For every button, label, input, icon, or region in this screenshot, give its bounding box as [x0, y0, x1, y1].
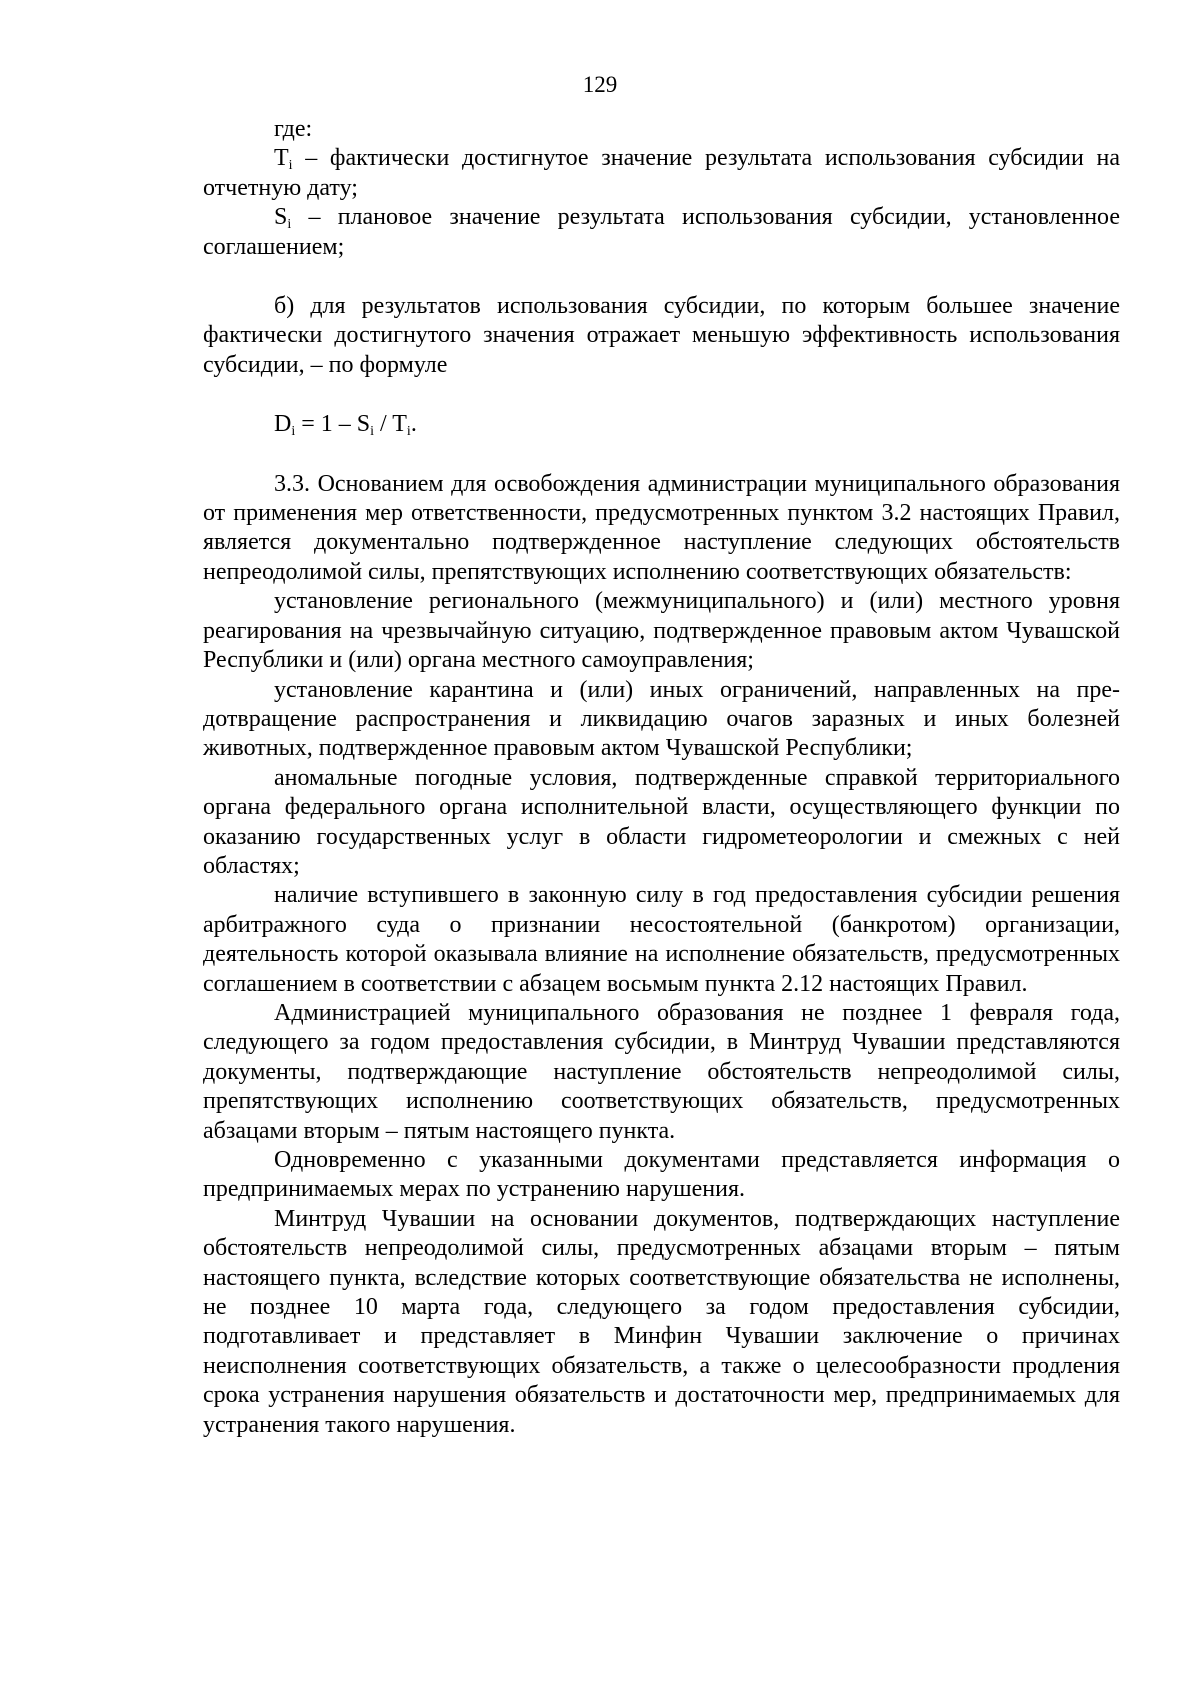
item-b: б) для результатов использования субсидии, по которым большее значение фактически достигнутого значения отражает меньшую эффективность использования субсидии, – по формуле — [203, 293, 1120, 378]
paragraph-information: Одновременно с указанными документами представляется информация о предпринимаемых мерах по устранению нарушения. — [203, 1147, 1120, 1203]
formula-end: . — [410, 411, 417, 438]
paragraph-quarantine: установление карантина и (или) иных ограничений, направленных на предотвращение распространения и ликвидацию очагов заразных и иных болезней животных, подтвержденное правовым актом Чувашской Республики; — [203, 676, 1120, 762]
page-number: 129 — [582, 72, 618, 97]
symbol-t-subscript: i — [288, 158, 293, 174]
formula — [203, 410, 1120, 439]
paragraph-3-3: 3.3. Основанием для освобождения администрации муниципального образования от применения мер ответственности, предусмотренных пунктом 3.2 настоящих Правил, является документально подтвержденное наступление следующих обстоятельств непреодолимой силы, препятствующих исполнению соответствующих обязательств: — [203, 470, 1120, 585]
definition-s — [203, 203, 1120, 262]
symbol-s-subscript: i — [287, 217, 292, 233]
formula-middle: = 1 – S — [295, 411, 371, 438]
symbol-t: T — [274, 145, 289, 172]
spacer — [203, 262, 1120, 292]
paragraph-weather: аномальные погодные условия, подтвержденные справкой территориального органа федерального органа исполнительной власти, осуществляющего функции по оказанию государственных услуг в области гидрометеорологии и смежных с ней областях; — [203, 764, 1120, 879]
paragraph-documents: Администрацией муниципального образования не позднее 1 февраля года, следующего за годом предоставления субсидии, в Минтруд Чувашии представляются документы, подтверждающие наступление обстоятельств непреодолимой силы, препятствующих исполнению соответствующих обязательств, предусмотренных абзацами вторым – пятым настоящего пункта. — [203, 999, 1120, 1144]
formula-d: D — [274, 411, 292, 438]
paragraph-bankruptcy: наличие вступившего в законную силу в год предоставления субсидии решения арбитражного суда о признании несостоятельной (банкротом) организации, деятельность которой оказывала влияние на исполнение обязательств, предусмотренных соглашением в соответствии с абзацем восьмым пункта 2.12 настоящих Правил. — [203, 882, 1120, 997]
spacer — [203, 380, 1120, 410]
paragraph-emergency: установление регионального (межмуниципального) и (или) местного уровня реагирования на чрезвычайную ситуацию, подтвержденное правовым актом Чувашской Республики и (или) органа местного самоуправления; — [203, 588, 1120, 674]
definition-s-text: – плановое значение результата использования субсидии, установленное соглашением; — [203, 204, 1120, 260]
formula-d-subscript: i — [291, 424, 296, 440]
definition-t-text: – фактически достигнутое значение результата использования субсидии на отчетную дату; — [203, 145, 1120, 201]
spacer — [203, 440, 1120, 470]
definition-t — [203, 144, 1120, 203]
formula-t-subscript: i — [406, 424, 411, 440]
formula-slash: / T — [374, 411, 407, 438]
formula-s-subscript: i — [370, 424, 375, 440]
symbol-s: S — [274, 204, 288, 231]
document-body — [203, 115, 1120, 1440]
where-label: где: — [274, 116, 313, 142]
paragraph-conclusion: Минтруд Чувашии на основании документов, подтверждающих наступление обстоятельств непреодолимой силы, предусмотренных абзацами вторым – пятым настоящего пункта, вследствие которых соответствующие обязательства не исполнены, не позднее 10 марта года, следующего за годом предоставления субсидии, подготавливает и представляет в Минфин Чувашии заключение о причинах неисполнения соответствующих обязательств, а также о целесообразности продления срока устранения нарушения обязательств и достаточности мер, предпринимаемых для устранения такого нарушения. — [203, 1205, 1120, 1438]
